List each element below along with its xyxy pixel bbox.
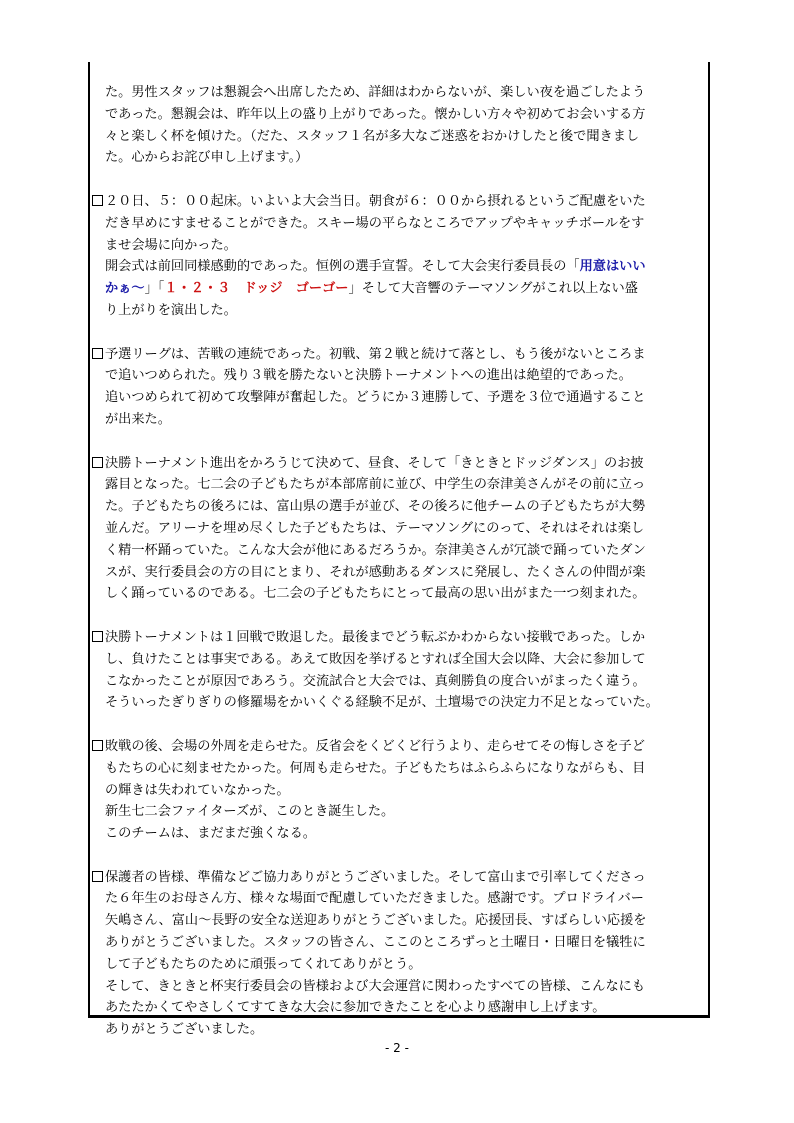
highlight-red-text: １・２・３ ドッジ ゴーゴー: [164, 281, 349, 297]
text-line: 開会式は前回同様感動的であった。恒例の選手宣誓。そして大会実行委員長の「: [105, 259, 580, 275]
text-fragment: 」そして大音響のテーマソングがこれ以上ない盛: [348, 281, 638, 297]
document-body: [92, 82, 706, 1041]
text-line: た。男性スタッフは懇親会へ出席したため、詳細はわからないが、楽しい夜を過ごしたよう: [105, 85, 646, 100]
checkbox-icon: [92, 457, 103, 468]
text-line: ２０日、５：００起床。いよいよ大会当日。朝食が６：００から摂れるというご配慮をいた: [105, 193, 646, 209]
text-line: た。子どもたちの後ろには、富山県の選手が並び、その後ろに他チームの子どもたちが大勢: [105, 499, 646, 515]
checkbox-icon: [92, 631, 103, 642]
paragraph-2: [92, 191, 706, 322]
text-fragment: 」「: [144, 281, 165, 297]
text-line: そして、きときと杯実行委員会の皆様および大会運営に関わったすべての皆様、こんなにも: [105, 978, 646, 994]
text-line: 予選リーグは、苦戦の連続であった。初戦、第２戦と続けて落とし、もう後がないところま: [105, 346, 646, 362]
text-line: ませ会場に向かった。: [105, 237, 237, 253]
text-line: あたたかくてやさしくてすてきな大会に参加できたことを心より感謝申し上げます。: [105, 1000, 606, 1016]
highlight-blue-text: かぁ～: [105, 281, 145, 297]
highlight-blue-text: 用意はいい: [579, 259, 646, 275]
text-line: だき早めにすませることができた。スキー場の平らなところでアップやキャッチボールをす: [105, 215, 645, 231]
text-line: 並んだ。アリーナを埋め尽くした子どもたちは、テーマソングにのって、それはそれは楽し: [105, 520, 645, 536]
text-line: ありがとうございました。スタッフの皆さん、ここのところずっと土曜日・日曜日を犠牲に: [105, 935, 646, 951]
paragraph-6: [92, 736, 706, 845]
text-line: 追いつめられて初めて攻撃陣が奮起した。どうにか３連勝して、予選を３位で通過すること: [105, 390, 646, 406]
text-line: しく踊っているのである。七二会の子どもたちにとって最高の思い出がまた一つ刻まれた。: [105, 586, 646, 602]
text-line: このチームは、まだまだ強くなる。: [105, 826, 316, 842]
text-line: 々と楽しく杯を傾けた。（だた、スタッフ１名が多大なご迷惑をおかけしたと後で聞きまし: [105, 128, 640, 144]
text-line: で追いつめられた。残り３戦を勝たないと決勝トーナメントへの進出は絶望的であった。: [105, 368, 632, 384]
text-line: こなかったことが原因であろう。交流試合と大会では、真剣勝負の度合いがまったく違う。: [105, 673, 646, 689]
checkbox-icon: [92, 348, 103, 359]
text-line: スが、実行委員会の方の目にとまり、それが感動あるダンスに発展し、たくさんの仲間が楽: [105, 564, 646, 580]
text-line: 保護者の皆様、準備などご協力ありがとうございました。そして富山まで引率してくださっ: [105, 869, 646, 885]
text-line: が出来た。: [105, 411, 171, 427]
text-line: く精一杯踊っていた。こんな大会が他にあるだろうか。奈津美さんが冗談で踊っていたダン: [105, 542, 646, 558]
checkbox-icon: [92, 740, 103, 751]
text-line: もたちの心に刻ませたかった。何周も走らせた。子どもたちはふらふらになりながらも、目: [105, 760, 646, 776]
text-line: 新生七二会ファイターズが、このとき誕生した。: [105, 804, 395, 820]
paragraph-1: [92, 82, 706, 169]
checkbox-icon: [92, 195, 103, 206]
checkbox-icon: [92, 871, 103, 882]
text-line: 決勝トーナメント進出をかろうじて決めて、昼食、そして「きときとドッジダンス」のお披: [105, 455, 644, 471]
paragraph-3: [92, 344, 706, 431]
text-line: た。心からお詫び申し上げます。）: [105, 150, 309, 166]
text-line: 露目となった。七二会の子どもたちが本部席前に並び、中学生の奈津美さんがその前に立っ: [105, 477, 646, 493]
paragraph-7: [92, 867, 706, 1041]
text-line: の輝きは失われていなかった。: [105, 782, 290, 798]
text-line: 矢嶋さん、富山～長野の安全な送迎ありがとうございました。応援団長、すばらしい応援を: [105, 913, 647, 929]
text-line: り上がりを演出した。: [105, 302, 237, 318]
text-line: 決勝トーナメントは１回戦で敗退した。最後までどう転ぶかわからない接戦であった。しか: [105, 629, 646, 645]
text-line: ありがとうございました。: [105, 1022, 264, 1038]
paragraph-4: [92, 453, 706, 606]
text-line: して子どもたちのために頑張ってくれてありがとう。: [105, 956, 422, 972]
paragraph-5: [92, 627, 706, 714]
page-number: - 2 -: [385, 1041, 409, 1055]
text-line: し、負けたことは事実である。あえて敗因を挙げるとすれば全国大会以降、大会に参加して: [105, 651, 646, 667]
text-line: そういったぎりぎりの修羅場をかいくぐる経験不足が、土壇場での決定力不足となっていた。: [105, 695, 659, 711]
text-line: 敗戦の後、会場の外周を走らせた。反省会をくどくど行うより、走らせてその悔しさを子ど: [105, 738, 645, 754]
text-line: た６年生のお母さん方、様々な場面で配慮していただきました。感謝です。プロドライバー: [105, 891, 644, 907]
text-line: であった。懇親会は、昨年以上の盛り上がりであった。懐かしい方々や初めてお会いする方: [105, 106, 646, 122]
